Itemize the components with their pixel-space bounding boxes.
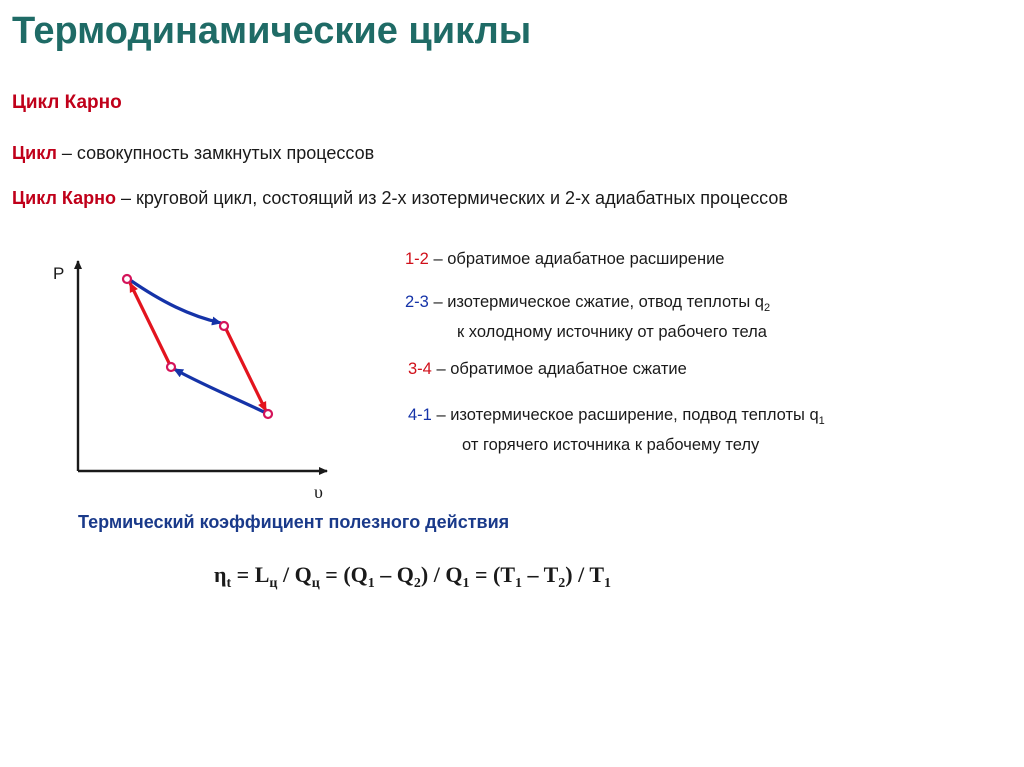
formula-subscript: 1: [604, 576, 611, 591]
legend-item-3-4: [408, 357, 687, 381]
legend-subscript: 2: [763, 302, 771, 314]
legend-description-continued: к холодному источнику от рабочего тела: [457, 323, 767, 341]
formula-eta: η: [214, 562, 227, 587]
legend-description: – обратимое адиабатное сжатие: [431, 360, 687, 378]
legend-process-number: 4-1: [408, 406, 432, 424]
formula-subscript: 1: [462, 576, 470, 591]
legend-process-number: 2-3: [405, 293, 429, 311]
section-subtitle: Цикл Карно: [12, 92, 122, 113]
formula-subscript: ц: [311, 576, 320, 591]
y-axis-label: P: [53, 264, 65, 283]
page-title: Термодинамические циклы: [12, 10, 532, 52]
legend-description-continued: от горячего источника к рабочему телу: [462, 436, 760, 454]
formula-subscript: ц: [269, 576, 278, 591]
legend-item-4-1: [408, 403, 825, 457]
definition-cycle: [12, 143, 374, 164]
state-point: [264, 410, 272, 418]
legend-item-2-3: [405, 290, 770, 344]
state-point: [220, 322, 228, 330]
efficiency-heading: Термический коэффициент полезного действия: [78, 512, 510, 532]
formula-subscript: 1: [515, 576, 522, 591]
legend-description: – изотермическое сжатие, отвод теплоты q: [428, 293, 764, 311]
efficiency-formula: [214, 562, 611, 592]
formula-subscript: t: [226, 576, 232, 591]
formula-part: = L: [231, 562, 270, 587]
legend-process-number: 1-2: [405, 250, 429, 268]
formula-part: = (T: [469, 562, 515, 587]
formula-part: ) / T: [565, 562, 604, 587]
state-point: [123, 275, 131, 283]
formula-part: / Q: [277, 562, 312, 587]
formula-subscript: 2: [558, 576, 566, 591]
definition-term: Цикл Карно: [12, 188, 116, 208]
formula-part: = (Q: [319, 562, 368, 587]
legend-description: – обратимое адиабатное расширение: [428, 250, 725, 268]
formula-subscript: 1: [367, 576, 375, 591]
formula-subscript: 2: [413, 576, 421, 591]
legend-item-1-2: [405, 247, 724, 271]
formula-part: ) / Q: [420, 562, 463, 587]
formula-part: – T: [522, 562, 559, 587]
x-axis-label: υ: [314, 482, 323, 502]
process-line-left: [130, 283, 170, 365]
process-curve-lower: [174, 369, 266, 413]
legend-subscript: 1: [818, 415, 825, 427]
definition-text: – совокупность замкнутых процессов: [56, 143, 375, 163]
legend-description: – изотермическое расширение, подвод теплоты q: [431, 406, 819, 424]
definition-text: – круговой цикл, состоящий из 2-х изотермических и 2-х адиабатных процессов: [115, 188, 788, 208]
formula-part: – Q: [374, 562, 414, 587]
legend-process-number: 3-4: [408, 360, 432, 378]
process-curve-upper: [130, 280, 221, 323]
definition-term: Цикл: [12, 143, 57, 163]
pv-diagram: [40, 245, 340, 510]
definition-carnot-cycle: [12, 188, 788, 209]
state-point: [167, 363, 175, 371]
